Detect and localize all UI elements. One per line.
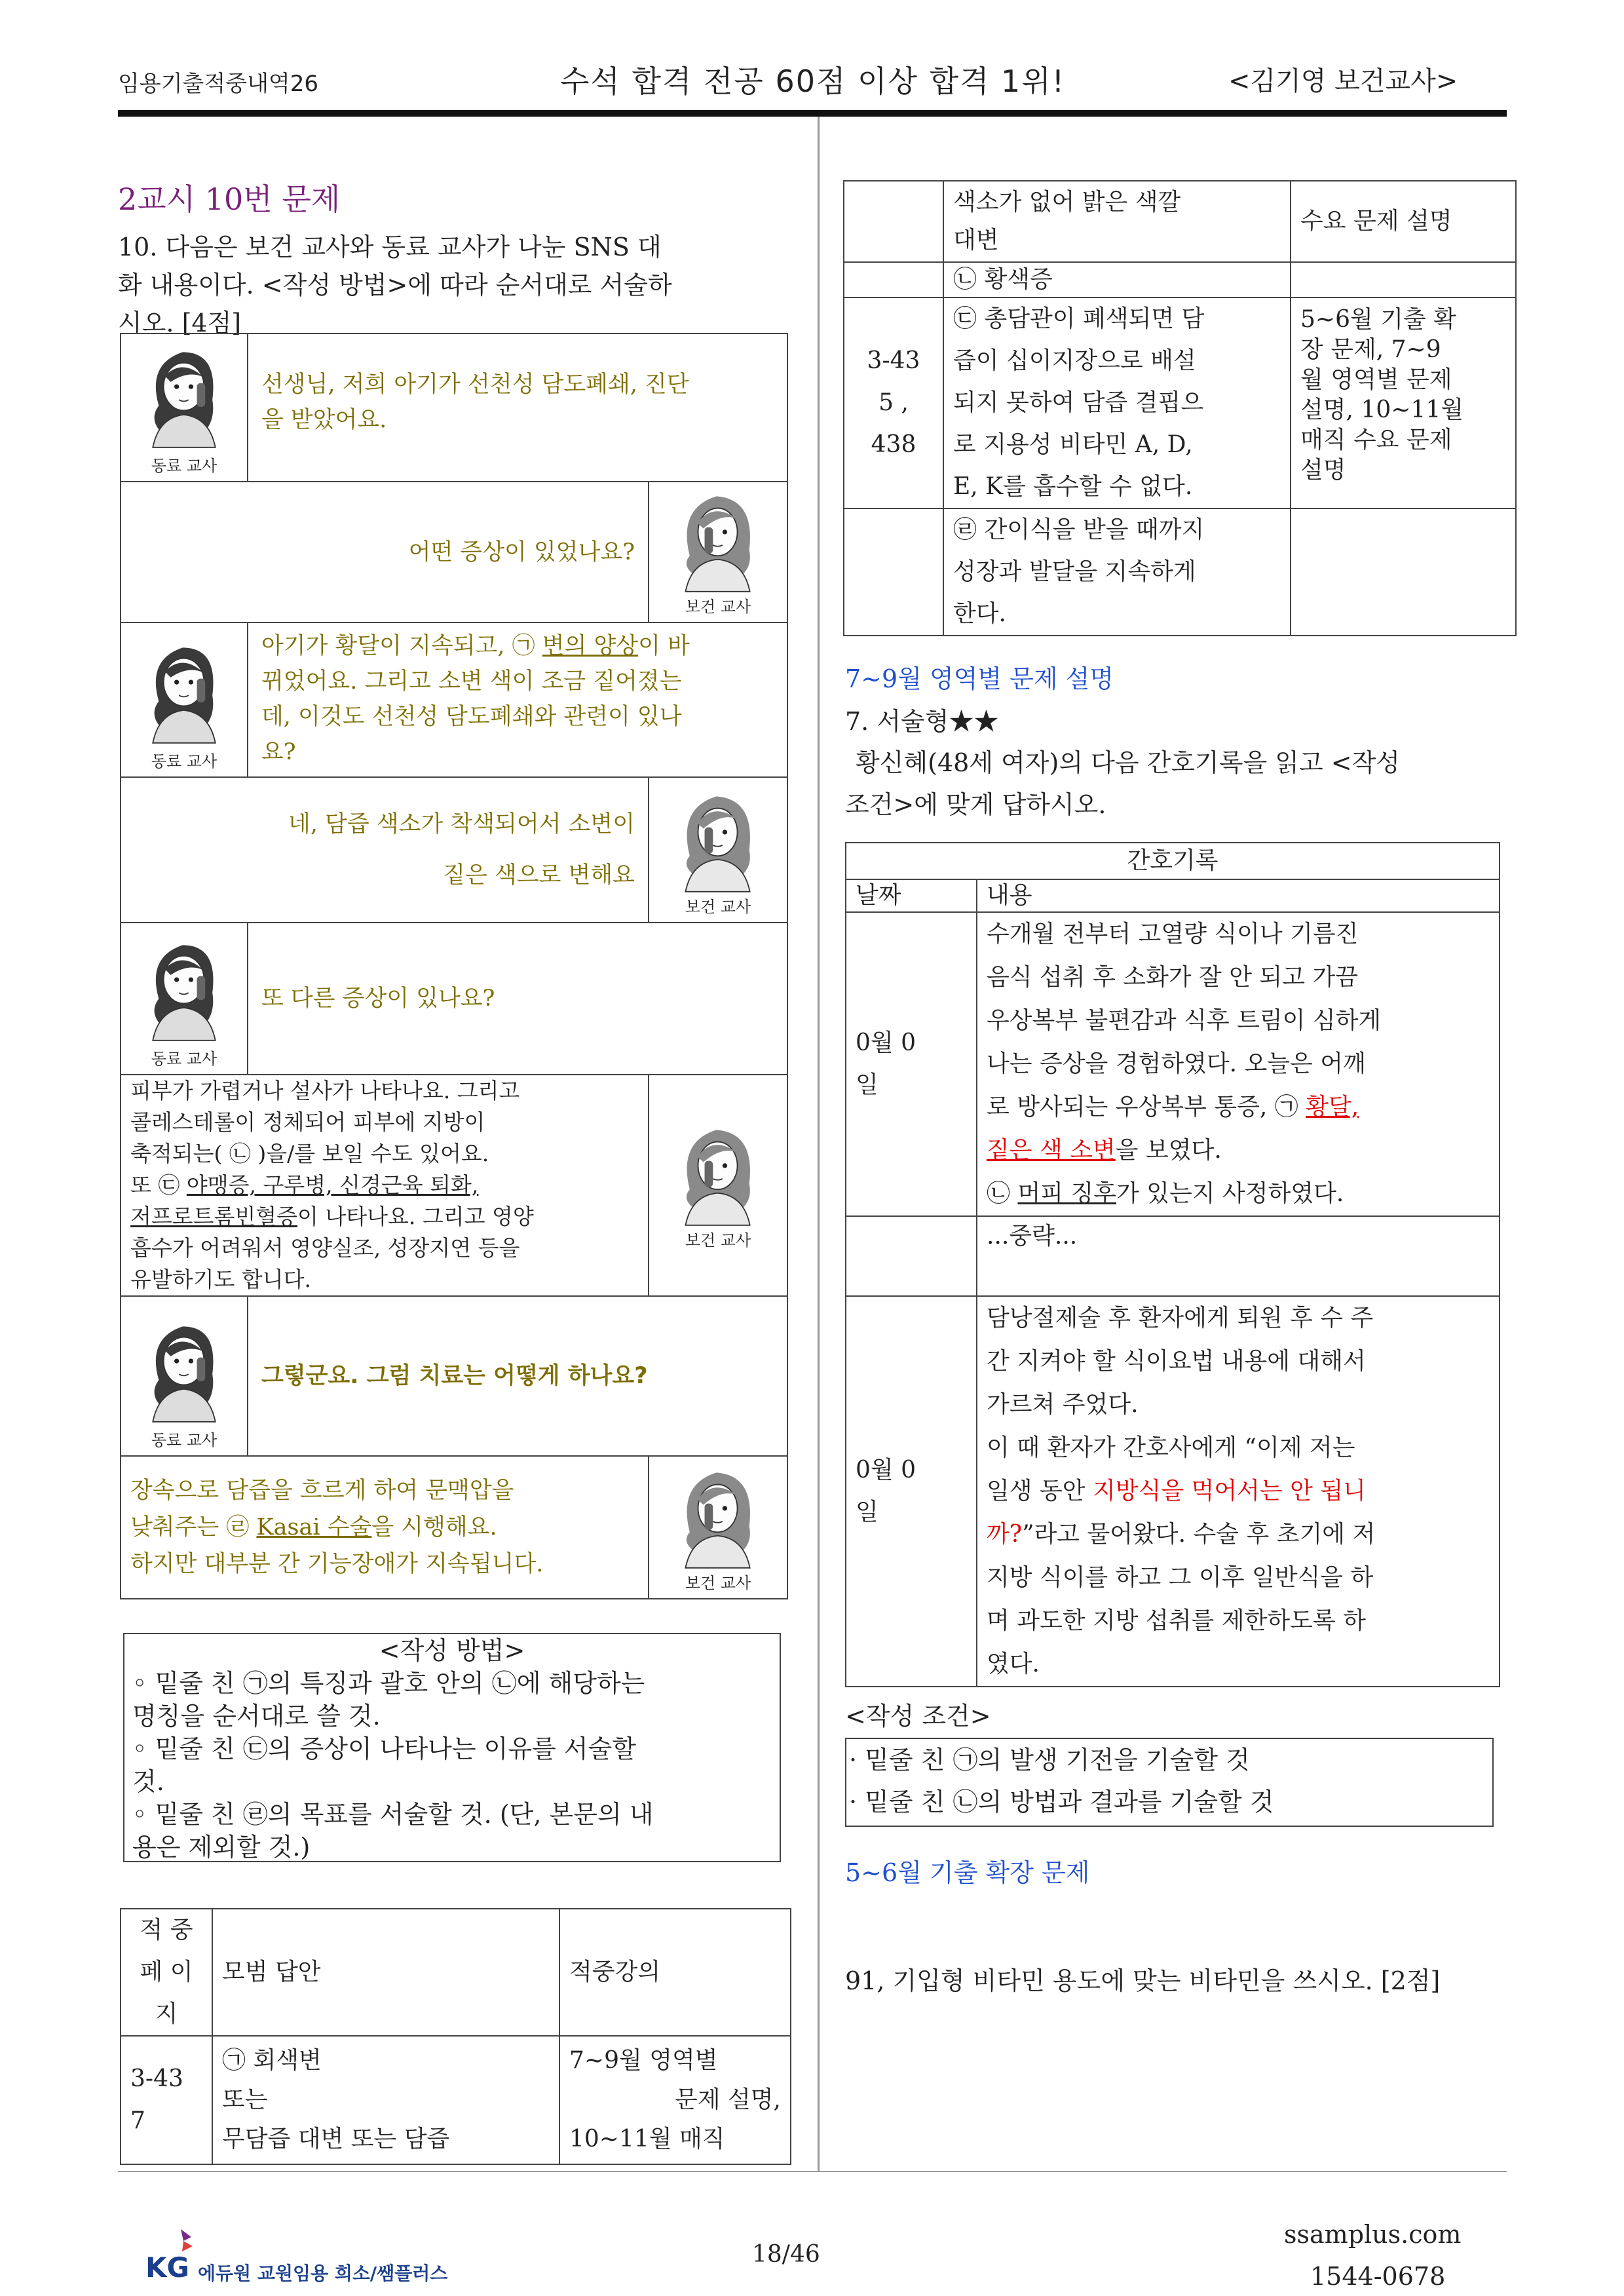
logo-text: 에듀원 교원임용 희소/쌤플러스: [198, 2263, 448, 2284]
cell-text: 음식 섭취 후 소화가 잘 안 되고 가끔: [987, 964, 1358, 991]
header-text: 지: [155, 2000, 178, 2027]
chat-text: 을 시행해요.: [371, 1514, 497, 1540]
chat-message-4: [121, 777, 649, 923]
cell-text: 3-43: [867, 347, 920, 374]
page-cell: [844, 297, 943, 508]
lecture-cell: 수요 문제 설명: [1291, 181, 1516, 262]
cell-text: 담낭절제술 후 환자에게 퇴원 후 수 주: [987, 1305, 1374, 1331]
method-line: ◦ 밑줄 친 ㉢의 증상이 나타나는 이유를 서술할: [132, 1734, 637, 1763]
cell-text: 또는: [222, 2086, 268, 2113]
cell-text: 0월 0: [856, 1457, 916, 1483]
colleague-avatar-cell: [121, 334, 248, 482]
empty-cell: [844, 508, 943, 636]
question-line: 황신혜(48세 여자)의 다음 간호기록을 읽고 <작성: [856, 748, 1400, 777]
chat-message-6: [121, 1075, 649, 1296]
cell-text: 지방 식이를 하고 그 이후 일반식을 하: [987, 1564, 1374, 1591]
chat-text: 이 나타나요. 그리고 영양: [297, 1204, 534, 1229]
section-title: 2교시 10번 문제: [118, 182, 341, 217]
answer-header-model: 모범 답안: [212, 1909, 559, 2036]
colleague-label: 동료 교사: [151, 1431, 217, 1449]
conditions-title: <작성 조건>: [845, 1702, 991, 1731]
cell-text: 수개월 전부터 고열량 식이나 기름진: [987, 921, 1359, 947]
chat-line: 피부가 가렵거나 설사가 나타나요. 그리고: [130, 1078, 520, 1103]
cell-text: 7: [130, 2107, 145, 2134]
method-line: ◦ 밑줄 친 ㉣의 목표를 서술할 것. (단, 본문의 내: [132, 1800, 654, 1829]
footer-logo: [138, 2228, 491, 2284]
cell-text: 가 있는지 사정하였다.: [1116, 1180, 1344, 1207]
nurse-avatar-cell: [649, 1075, 787, 1296]
logo-mark-icon: [177, 2228, 197, 2254]
cell-text: 일: [856, 1499, 878, 1525]
cell-text: 로 지용성 비타민 A, D,: [953, 431, 1193, 458]
record-title: 간호기록: [846, 843, 1500, 879]
method-line: ◦ 밑줄 친 ㉠의 특징과 괄호 안의 ㉡에 해당하는: [132, 1669, 645, 1698]
highlight-dark-urine: 짙은 색 소변: [987, 1137, 1116, 1164]
underlined-symptoms: 저프로트롬빈혈증: [130, 1204, 298, 1229]
method-line: 명칭을 순서대로 쓸 것.: [132, 1702, 381, 1731]
cell-text: 가르쳐 주었다.: [987, 1391, 1139, 1418]
model-cell: [943, 297, 1291, 508]
chat-message-5: [248, 923, 787, 1075]
cell-text: E, K를 흡수할 수 없다.: [953, 473, 1193, 500]
underlined-kasai: Kasai 수술: [256, 1514, 372, 1540]
cell-text: 즙이 십이지장으로 배설: [953, 347, 1196, 374]
record-content-2: [977, 1296, 1500, 1687]
condition-item: · 밑줄 친 ㉠의 발생 기전을 기술할 것: [849, 1746, 1250, 1774]
condition-item: · 밑줄 친 ㉡의 방법과 결과를 기술할 것: [849, 1788, 1274, 1816]
chat-text: 아기가 황달이 지속되고, ㉠: [261, 633, 542, 659]
nurse-avatar-icon: [669, 1116, 767, 1227]
underlined-murphy-sign: 머피 징후: [1017, 1180, 1117, 1207]
record-omitted: ...중략...: [977, 1216, 1500, 1296]
chat-text: 이 바: [638, 633, 690, 659]
colleague-avatar-icon: [135, 1309, 233, 1427]
cell-text: ㉠ 회색변: [222, 2047, 322, 2074]
cell-text: 설명: [1300, 457, 1346, 484]
cell-text: 로 방사되는 우상복부 통증, ㉠: [987, 1094, 1306, 1120]
chat-line: 축적되는( ㉡ )을/를 보일 수도 있어요.: [130, 1141, 489, 1166]
chat-line: 또 다른 증상이 있나요?: [261, 985, 495, 1012]
header-center: 수석 합격 전공 60점 이상 합격 1위!: [560, 64, 1066, 99]
colleague-avatar-cell: [121, 622, 248, 777]
nurse-avatar-cell: [649, 482, 787, 622]
answer-table-continued: [843, 180, 1517, 636]
colleague-label: 동료 교사: [151, 457, 217, 475]
lecture-cell: [1291, 297, 1516, 508]
empty-cell: [844, 262, 943, 297]
writing-method-box: [123, 1633, 781, 1862]
chat-message-7: [248, 1296, 787, 1456]
colleague-avatar-icon: [135, 928, 233, 1046]
answer-lecture-cell: [559, 2036, 791, 2164]
header-left: 임용기출적중내역26: [118, 71, 319, 97]
colleague-avatar-icon: [135, 335, 233, 453]
cell-text: 대변: [953, 227, 999, 254]
record-col-date: 날짜: [846, 879, 977, 912]
chat-line: 뀌었어요. 그리고 소변 색이 조금 짙어졌는: [261, 668, 682, 695]
column-divider: [818, 117, 820, 2171]
empty-cell: [1291, 262, 1516, 297]
chat-text: 낮춰주는 ㉣: [130, 1514, 257, 1540]
cell-text: 일생 동안: [987, 1478, 1093, 1504]
cell-text: ㉣ 간이식을 받을 때까지: [953, 516, 1205, 543]
cell-text: 무담즙 대변 또는 담즙: [222, 2126, 450, 2152]
chat-message-8: [121, 1456, 649, 1599]
nurse-label: 보건 교사: [685, 1231, 751, 1250]
answer-header-lecture: 적중강의: [559, 1909, 791, 2036]
empty-cell: [846, 1216, 977, 1296]
nurse-label: 보건 교사: [685, 598, 751, 616]
highlight-fat-question: 지방식을 먹어서는 안 됩니: [1093, 1478, 1366, 1504]
chat-line: 요?: [261, 739, 296, 765]
chat-message-1: [248, 334, 787, 482]
question-line: 10. 다음은 보건 교사와 동료 교사가 나눈 SNS 대: [118, 233, 662, 261]
question-7-text: [845, 742, 1507, 826]
model-cell: [943, 181, 1291, 262]
cell-text: 장 문제, 7~9: [1300, 336, 1441, 363]
underlined-symptoms: 야맹증, 구루병, 신경근육 퇴화,: [186, 1172, 479, 1198]
record-date-1: [846, 912, 977, 1216]
chat-line: 데, 이것도 선천성 담도폐쇄와 관련이 있나: [261, 704, 682, 730]
model-cell: [943, 508, 1291, 636]
record-content-1: [977, 912, 1500, 1216]
chat-line: 흡수가 어려워서 영양실조, 성장지연 등을: [130, 1235, 520, 1261]
cell-text: 설명, 10~11월: [1300, 396, 1463, 423]
cell-text: 며 과도한 지방 섭취를 제한하도록 하: [987, 1607, 1366, 1634]
colleague-avatar-cell: [121, 1296, 248, 1456]
header-text: 적 중: [140, 1917, 193, 1943]
chat-line: 짙은 색으로 변해요: [443, 862, 635, 889]
chat-line: 콜레스테롤이 정체되어 피부에 지방이: [130, 1109, 485, 1135]
record-col-content: 내용: [977, 879, 1500, 912]
header-rule: [118, 110, 1507, 117]
highlight-fat-question: 까?: [987, 1521, 1023, 1548]
cell-text: 우상복부 불편감과 식후 트림이 심하게: [987, 1007, 1382, 1034]
cell-text: ”라고 물어왔다. 수술 후 초기에 저: [1022, 1521, 1376, 1548]
cell-text: 되지 못하여 담즙 결핍으: [953, 389, 1204, 416]
nurse-avatar-cell: [649, 1456, 787, 1599]
cell-text: 10~11월 매직: [569, 2126, 725, 2152]
cell-text: 3-43: [130, 2065, 183, 2092]
nurse-label: 보건 교사: [685, 898, 751, 916]
nursing-record-table: [845, 842, 1500, 1687]
underlined-stool-pattern: 변의 양상: [542, 633, 639, 659]
chat-line: 하지만 대부분 간 기능장애가 지속됩니다.: [130, 1551, 544, 1577]
empty-cell: [844, 181, 943, 262]
nurse-avatar-icon: [669, 482, 767, 594]
chat-message-3: [248, 622, 787, 777]
footer-rule: [118, 2171, 1507, 2172]
nurse-avatar-icon: [669, 1459, 767, 1570]
section-title-2: 7~9월 영역별 문제 설명: [845, 664, 1114, 693]
footer-site: ssamplus.com: [1284, 2220, 1462, 2249]
cell-text: 였다.: [987, 1651, 1040, 1677]
cell-text: 5~6월 기출 확: [1300, 306, 1456, 333]
colleague-avatar-cell: [121, 923, 248, 1075]
question-line: 시오. [4점]: [118, 309, 242, 337]
colleague-label: 동료 교사: [151, 1050, 217, 1068]
header-right: <김기영 보건교사>: [1228, 66, 1458, 96]
method-line: 것.: [132, 1767, 164, 1796]
cell-text: 을 보였다.: [1115, 1137, 1222, 1164]
chat-line: 을 받았어요.: [261, 407, 387, 433]
footer-phone: 1544-0678: [1310, 2262, 1446, 2291]
answer-header-page: [121, 1909, 212, 2036]
answer-table: [120, 1908, 791, 2165]
colleague-avatar-icon: [135, 630, 233, 748]
nurse-avatar-cell: [649, 777, 787, 923]
record-date-2: [846, 1296, 977, 1687]
cell-text: 성장과 발달을 지속하게: [953, 558, 1196, 585]
logo-kg: KG: [145, 2251, 190, 2284]
colleague-label: 동료 교사: [151, 752, 217, 771]
question-line: 화 내용이다. <작성 방법>에 따라 순서대로 서술하: [118, 271, 672, 299]
page-number: 18/46: [752, 2241, 820, 2268]
method-line: 용은 제외할 것.): [132, 1833, 311, 1862]
cell-text: 이 때 환자가 간호사에게 “이제 저는: [987, 1434, 1355, 1461]
question-text: [118, 228, 786, 342]
cell-text: ㉢ 총담관이 폐색되면 담: [953, 305, 1205, 332]
chat-line: 장속으로 담즙을 흐르게 하여 문맥압을: [130, 1478, 514, 1504]
cell-text: 월 영역별 문제: [1300, 366, 1452, 393]
cell-text: 나는 증상을 경험하였다. 오늘은 어깨: [987, 1050, 1366, 1077]
model-cell: ㉡ 황색증: [943, 262, 1291, 297]
chat-table: [120, 333, 788, 1599]
highlight-jaundice: 황달,: [1306, 1094, 1359, 1120]
nurse-label: 보건 교사: [685, 1574, 751, 1592]
cell-text: ㉡: [987, 1180, 1018, 1207]
chat-line: 선생님, 저희 아기가 선천성 담도폐쇄, 진단: [261, 372, 689, 398]
chat-line: 네, 담즙 색소가 착색되어서 소변이: [288, 811, 635, 837]
nurse-avatar-icon: [669, 782, 767, 894]
cell-text: 0월 0: [856, 1029, 916, 1056]
answer-model-cell: [212, 2036, 559, 2164]
header-text: 페 이: [140, 1959, 193, 1985]
cell-text: 7~9월 영역별: [569, 2047, 718, 2074]
chat-text: 또 ㉢: [130, 1172, 187, 1198]
cell-text: 5 ,: [878, 389, 909, 416]
cell-text: 일: [856, 1071, 878, 1098]
chat-line: 그렇군요. 그럼 치료는 어떻게 하나요?: [261, 1363, 648, 1389]
question-7-title: 7. 서술형★★: [845, 707, 999, 736]
method-title: <작성 방법>: [379, 1636, 525, 1665]
cell-text: 438: [871, 431, 916, 458]
cell-text: 문제 설명,: [675, 2086, 781, 2113]
chat-line: 유발하기도 합니다.: [130, 1267, 312, 1292]
answer-page-cell: [121, 2036, 212, 2164]
conditions-box: [845, 1738, 1494, 1827]
chat-line: 어떤 증상이 있었나요?: [408, 539, 635, 565]
empty-cell: [1291, 508, 1516, 636]
cell-text: 간 지켜야 할 식이요법 내용에 대해서: [987, 1348, 1366, 1375]
question-line: 조건>에 맞게 답하시오.: [845, 790, 1106, 819]
cell-text: 색소가 없어 밝은 색깔: [953, 189, 1181, 216]
chat-message-2: [121, 482, 649, 622]
question-91: 91, 기입형 비타민 용도에 맞는 비타민을 쓰시오. [2점]: [845, 1966, 1441, 1995]
cell-text: 매직 수요 문제: [1300, 427, 1452, 453]
section-title-3: 5~6월 기출 확장 문제: [845, 1858, 1090, 1887]
cell-text: 한다.: [953, 600, 1006, 627]
